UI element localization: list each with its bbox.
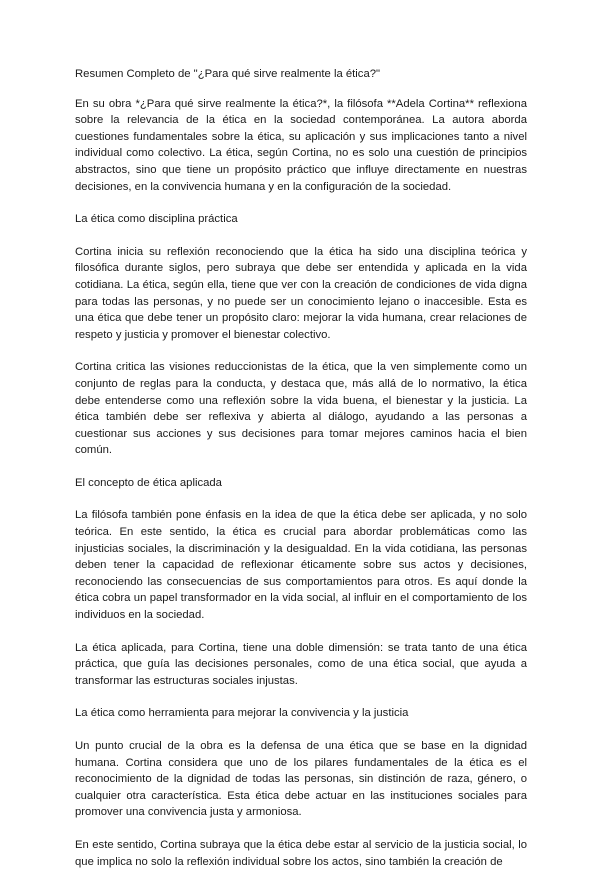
paragraph: Cortina inicia su reflexión reconociendo que la ética ha sido una disciplina teórica y filosófica durante siglos, pero subraya que debe ser entendida y aplicada en la vida cotidiana. La ética, según ella, tiene que ver con la creación de condiciones de vida digna para todas las personas, y no puede ser un conocimiento lejano o inaccesible. Esta es una ética que debe tener un propósito claro: mejorar la vida humana, crear relaciones de respeto y justicia y promover el bienestar colectivo. [75,245,527,341]
intro-paragraph: En su obra *¿Para qué sirve realmente la ética?*, la filósofa **Adela Cortina** reflexiona sobre la relevancia de la ética en la sociedad contemporánea. La autora aborda cuestiones fundamentales sobre la ética, su aplicación y sus implicaciones tanto a nivel individual como colectivo. La ética, según Cortina, no es solo una cuestión de principios abstractos, sino que tiene un propósito práctico que influye directamente en nuestras decisiones, en la convivencia humana y en la configuración de la sociedad. [75,97,527,193]
paragraph: En este sentido, Cortina subraya que la ética debe estar al servicio de la justicia social, lo que implica no solo la reflexión individual sobre los actos, sino también la creación de [75,838,527,868]
paragraph: Un punto crucial de la obra es la defensa de una ética que se base en la dignidad humana. Cortina considera que uno de los pilares fundamentales de la ética es el reconocimiento de la dignidad de todas las personas, sin distinción de raza, género, o cualquier otra característica. Esta ética debe actuar en las instituciones sociales para promover una convivencia justa y armoniosa. [75,740,527,819]
paragraph: Cortina critica las visiones reduccionistas de la ética, que la ven simplemente como un conjunto de reglas para la conducta, y destaca que, más allá de lo normativo, la ética debe entenderse como una reflexión sobre la vida buena, el bienestar y la justicia. La ética también debe ser reflexiva y abierta al diálogo, ayudando a las personas a cuestionar sus acciones y sus decisiones para tomar mejores caminos hacia el bien común. [75,361,527,457]
paragraph: La filósofa también pone énfasis en la idea de que la ética debe ser aplicada, y no solo teórica. En este sentido, la ética es crucial para abordar problemáticas como las injusticias sociales, la discriminación y la desigualdad. En la vida cotidiana, las personas deben tener la capacidad de reflexionar éticamente sobre sus actos y decisiones, reconociendo las consecuencias de sus comportamientos para otros. Es aquí donde la ética cobra un papel transformador en la vida social, al influir en el comportamiento de los individuos en la sociedad. [75,509,527,622]
paragraph: La ética aplicada, para Cortina, tiene una doble dimensión: se trata tanto de una ética práctica, que guía las decisiones personales, como de una ética social, que ayuda a transformar las estructuras sociales injustas. [75,641,527,687]
section-heading-applied-ethics: El concepto de ética aplicada [75,476,222,489]
document-page [75,66,527,886]
document-title: Resumen Completo de "¿Para qué sirve realmente la ética?" [75,68,381,80]
section-heading-practical-ethics: La ética como disciplina práctica [75,213,238,226]
section-heading-coexistence-justice: La ética como herramienta para mejorar la convivencia y la justicia [75,707,409,720]
